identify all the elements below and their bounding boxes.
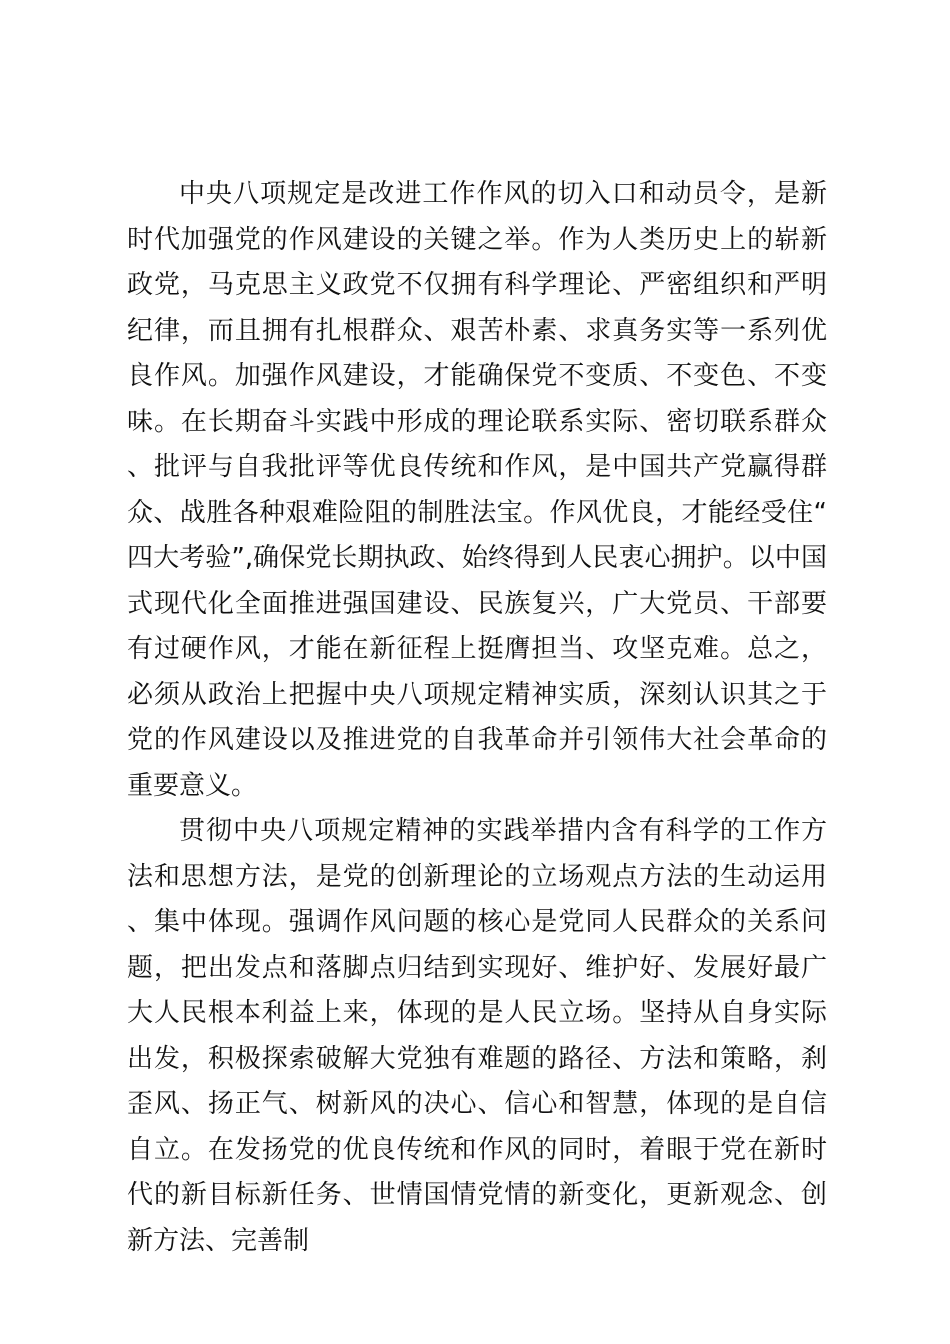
document-body bbox=[127, 172, 827, 1264]
paragraph-2: 贯彻中央八项规定精神的实践举措内含有科学的工作方法和思想方法，是党的创新理论的立场观点方法的生动运用、集中体现。强调作风问题的核心是党同人民群众的关系问题，把出发点和落脚点归结到实现好、维护好、发展好最广大人民根本利益上来，体现的是人民立场。坚持从自身实际出发，积极探索破解大党独有难题的路径、方法和策略，刹歪风、扬正气、树新风的决心、信心和智慧，体现的是自信自立。在发扬党的优良传统和作风的同时，着眼于党在新时代的新目标新任务、世情国情党情的新变化，更新观念、创新方法、完善制 bbox=[127, 816, 827, 1256]
paragraph-1: 中央八项规定是改进工作作风的切入口和动员令，是新时代加强党的作风建设的关键之举。作为人类历史上的崭新政党，马克思主义政党不仅拥有科学理论、严密组织和严明纪律，而且拥有扎根群众、艰苦朴素、求真务实等一系列优良作风。加强作风建设，才能确保党不变质、不变色、不变味。在长期奋斗实践中形成的理论联系实际、密切联系群众、批评与自我批评等优良传统和作风，是中国共产党赢得群众、战胜各种艰难险阻的制胜法宝。作风优良，才能经受住“四大考验”,确保党长期执政、始终得到人民衷心拥护。以中国式现代化全面推进强国建设、民族复兴，广大党员、干部要有过硬作风，才能在新征程上挺膺担当、攻坚克难。总之，必须从政治上把握中央八项规定精神实质，深刻认识其之于党的作风建设以及推进党的自我革命并引领伟大社会革命的重要意义。 bbox=[127, 179, 827, 801]
